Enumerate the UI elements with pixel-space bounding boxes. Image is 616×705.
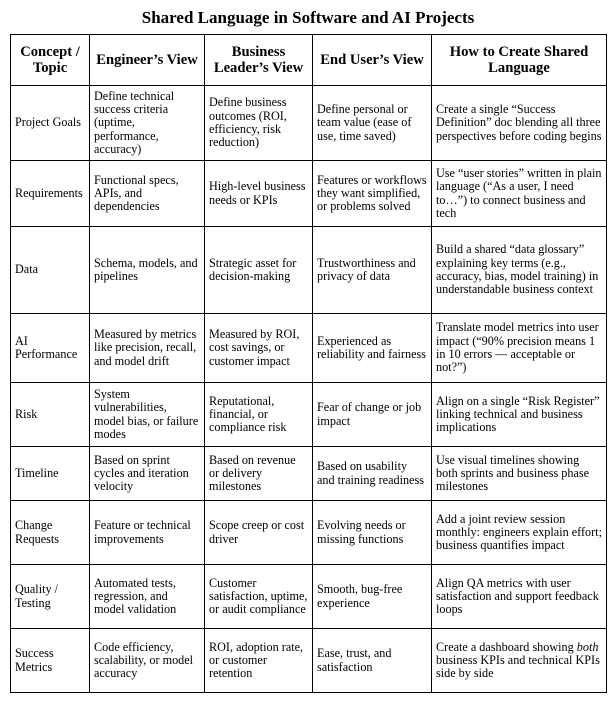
cell-enduser: Define personal or team value (ease of use, time saved) — [313, 86, 432, 161]
cell-business: Measured by ROI, cost savings, or customer impact — [205, 314, 313, 383]
cell-shared: Use “user stories” written in plain language (“As a user, I need to…”) to connect business and tech — [432, 161, 607, 227]
cell-engineer: Automated tests, regression, and model validation — [90, 565, 205, 629]
cell-enduser: Experienced as reliability and fairness — [313, 314, 432, 383]
cell-shared: Add a joint review session monthly: engineers explain effort; business quantifies impact — [432, 501, 607, 565]
cell-engineer: Measured by metrics like precision, recall, and model drift — [90, 314, 205, 383]
page-title: Shared Language in Software and AI Projects — [141, 8, 475, 27]
cell-enduser: Based on usability and training readiness — [313, 447, 432, 501]
table-row — [11, 501, 607, 565]
cell-engineer: Code efficiency, scalability, or model accuracy — [90, 629, 205, 693]
cell-shared: Translate model metrics into user impact (“90% precision means 1 in 10 errors — acceptable or not?”) — [432, 314, 607, 383]
shared-text-emphasis: both — [576, 639, 599, 654]
cell-concept: Risk — [11, 383, 90, 447]
cell-enduser: Ease, trust, and satisfaction — [313, 629, 432, 693]
cell-enduser: Fear of change or job impact — [313, 383, 432, 447]
cell-engineer: System vulnerabilities, model bias, or failure modes — [90, 383, 205, 447]
table-row — [11, 227, 607, 314]
cell-concept: Requirements — [11, 161, 90, 227]
cell-concept: Quality / Testing — [11, 565, 90, 629]
cell-concept: Project Goals — [11, 86, 90, 161]
cell-concept: AI Performance — [11, 314, 90, 383]
table-row — [11, 447, 607, 501]
cell-business: High-level business needs or KPIs — [205, 161, 313, 227]
cell-shared: Align QA metrics with user satisfaction and support feedback loops — [432, 565, 607, 629]
table-row — [11, 565, 607, 629]
cell-engineer: Feature or technical improvements — [90, 501, 205, 565]
header-row — [11, 35, 607, 86]
cell-business: Scope creep or cost driver — [205, 501, 313, 565]
cell-concept: Success Metrics — [11, 629, 90, 693]
cell-shared — [432, 629, 607, 693]
cell-business: Define business outcomes (ROI, efficiency, risk reduction) — [205, 86, 313, 161]
header-business: Business Leader’s View — [205, 35, 313, 86]
cell-concept: Change Requests — [11, 501, 90, 565]
header-engineer: Engineer’s View — [90, 35, 205, 86]
cell-shared: Build a shared “data glossary” explaining key terms (e.g., accuracy, bias, model training) in understandable business context — [432, 227, 607, 314]
header-concept: Concept / Topic — [11, 35, 90, 86]
cell-concept: Timeline — [11, 447, 90, 501]
cell-enduser: Smooth, bug-free experience — [313, 565, 432, 629]
header-enduser: End User’s View — [313, 35, 432, 86]
cell-concept: Data — [11, 227, 90, 314]
cell-enduser: Trustworthiness and privacy of data — [313, 227, 432, 314]
cell-enduser: Features or workflows they want simplified, or problems solved — [313, 161, 432, 227]
cell-engineer: Schema, models, and pipelines — [90, 227, 205, 314]
cell-engineer: Functional specs, APIs, and dependencies — [90, 161, 205, 227]
cell-shared: Create a single “Success Definition” doc blending all three perspectives before coding begins — [432, 86, 607, 161]
shared-text-post: business KPIs and technical KPIs side by side — [436, 652, 600, 681]
cell-engineer: Based on sprint cycles and iteration velocity — [90, 447, 205, 501]
cell-business: ROI, adoption rate, or customer retention — [205, 629, 313, 693]
shared-language-table — [10, 34, 607, 693]
cell-business: Based on revenue or delivery milestones — [205, 447, 313, 501]
cell-enduser: Evolving needs or missing functions — [313, 501, 432, 565]
table-row — [11, 314, 607, 383]
cell-shared: Use visual timelines showing both sprints and business phase milestones — [432, 447, 607, 501]
cell-business: Customer satisfaction, uptime, or audit compliance — [205, 565, 313, 629]
header-shared: How to Create Shared Language — [432, 35, 607, 86]
table-row — [11, 629, 607, 693]
cell-business: Strategic asset for decision-making — [205, 227, 313, 314]
table-row — [11, 161, 607, 227]
shared-text-pre: Create a dashboard showing — [436, 639, 577, 654]
cell-business: Reputational, financial, or compliance risk — [205, 383, 313, 447]
cell-shared: Align on a single “Risk Register” linking technical and business implications — [432, 383, 607, 447]
table-row — [11, 86, 607, 161]
table-row — [11, 383, 607, 447]
cell-engineer: Define technical success criteria (uptime, performance, accuracy) — [90, 86, 205, 161]
